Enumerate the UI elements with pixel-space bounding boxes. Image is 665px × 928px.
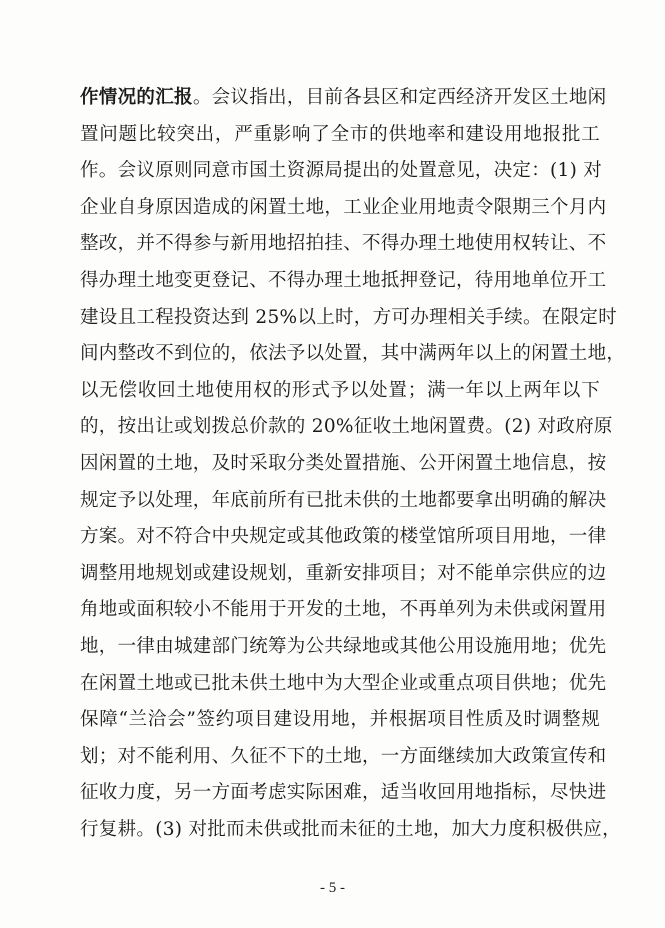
line-text: 间内整改不到位的，依法予以处置，其中满两年以上的闲置土地，: [80, 343, 626, 365]
text-line-5: [80, 226, 607, 263]
line-text: 方案。对不符合中央规定或其他政策的楼堂馆所项目用地，一律: [80, 526, 607, 548]
text-line-6: [80, 263, 607, 300]
page-number: - 5 -: [320, 880, 345, 896]
text-line-14: [80, 556, 607, 593]
line-text: 划；对不能利用、久征不下的土地，一方面继续加大政策宣传和: [80, 745, 607, 767]
text-line-18: [80, 702, 600, 739]
line-text: 角地或面积较小不能用于开发的土地，不再单列为未供或闲置用: [80, 599, 607, 621]
text-line-17: [80, 666, 607, 703]
line-text: 在闲置土地或已批未供土地中为大型企业或重点项目供地；优先: [80, 672, 607, 694]
text-line-16: [80, 629, 607, 666]
line-text: 地，一律由城建部门统筹为公共绿地或其他公用设施用地；优先: [80, 635, 607, 657]
line-text: 企业自身原因造成的闲置土地，工业企业用地责令限期三个月内: [80, 196, 607, 218]
line-text: 调整用地规划或建设规划，重新安排项目；对不能单宗供应的边: [80, 562, 607, 584]
line-text: 因闲置的土地，及时采取分类处置措施、公开闲置土地信息，按: [80, 452, 607, 474]
line-text: 建设且工程投资达到 25%以上时，方可办理相关手续。在限定时: [80, 306, 618, 328]
line-text: 整改，并不得参与新用地招拍挂、不得办理土地使用权转让、不: [80, 233, 607, 255]
text-line-8: [80, 336, 626, 373]
bold-lead-text: 作情况的汇报: [80, 87, 193, 108]
text-line-2: [80, 117, 600, 154]
text-line-1: [80, 80, 607, 117]
line-text: 得办理土地变更登记、不得办理土地抵押登记，待用地单位开工: [80, 269, 607, 291]
text-line-3: [80, 153, 603, 190]
text-line-21: [80, 812, 621, 849]
text-line-11: [80, 446, 607, 483]
line-text: 以无偿收回土地使用权的形式予以处置；满一年以上两年以下: [80, 379, 600, 401]
text-line-20: [80, 775, 607, 812]
text-line-7: [80, 300, 618, 337]
line-text: 保障“兰洽会”签约项目建设用地，并根据项目性质及时调整规: [80, 709, 600, 731]
line-text: 行复耕。(3) 对批而未供或批而未征的土地，加大力度积极供应，: [80, 818, 621, 840]
text-line-15: [80, 592, 607, 629]
text-line-4: [80, 190, 607, 227]
line-text: 。会议指出，目前各县区和定西经济开发区土地闲: [192, 87, 607, 108]
text-line-19: [80, 739, 607, 776]
line-text: 征收力度，另一方面考虑实际困难，适当收回用地指标，尽快进: [80, 782, 607, 804]
line-text: 作。会议原则同意市国土资源局提出的处置意见，决定：(1) 对: [80, 160, 603, 182]
text-line-10: [80, 409, 613, 446]
text-line-9: [80, 373, 600, 410]
text-line-13: [80, 519, 607, 556]
line-text: 规定予以处理，年底前所有已批未供的土地都要拿出明确的解决: [80, 489, 607, 511]
text-line-12: [80, 483, 607, 520]
body-text: [80, 80, 626, 848]
line-text: 置问题比较突出，严重影响了全市的供地率和建设用地报批工: [80, 123, 600, 145]
line-text: 的，按出让或划拨总价款的 20%征收土地闲置费。(2) 对政府原: [80, 416, 613, 438]
